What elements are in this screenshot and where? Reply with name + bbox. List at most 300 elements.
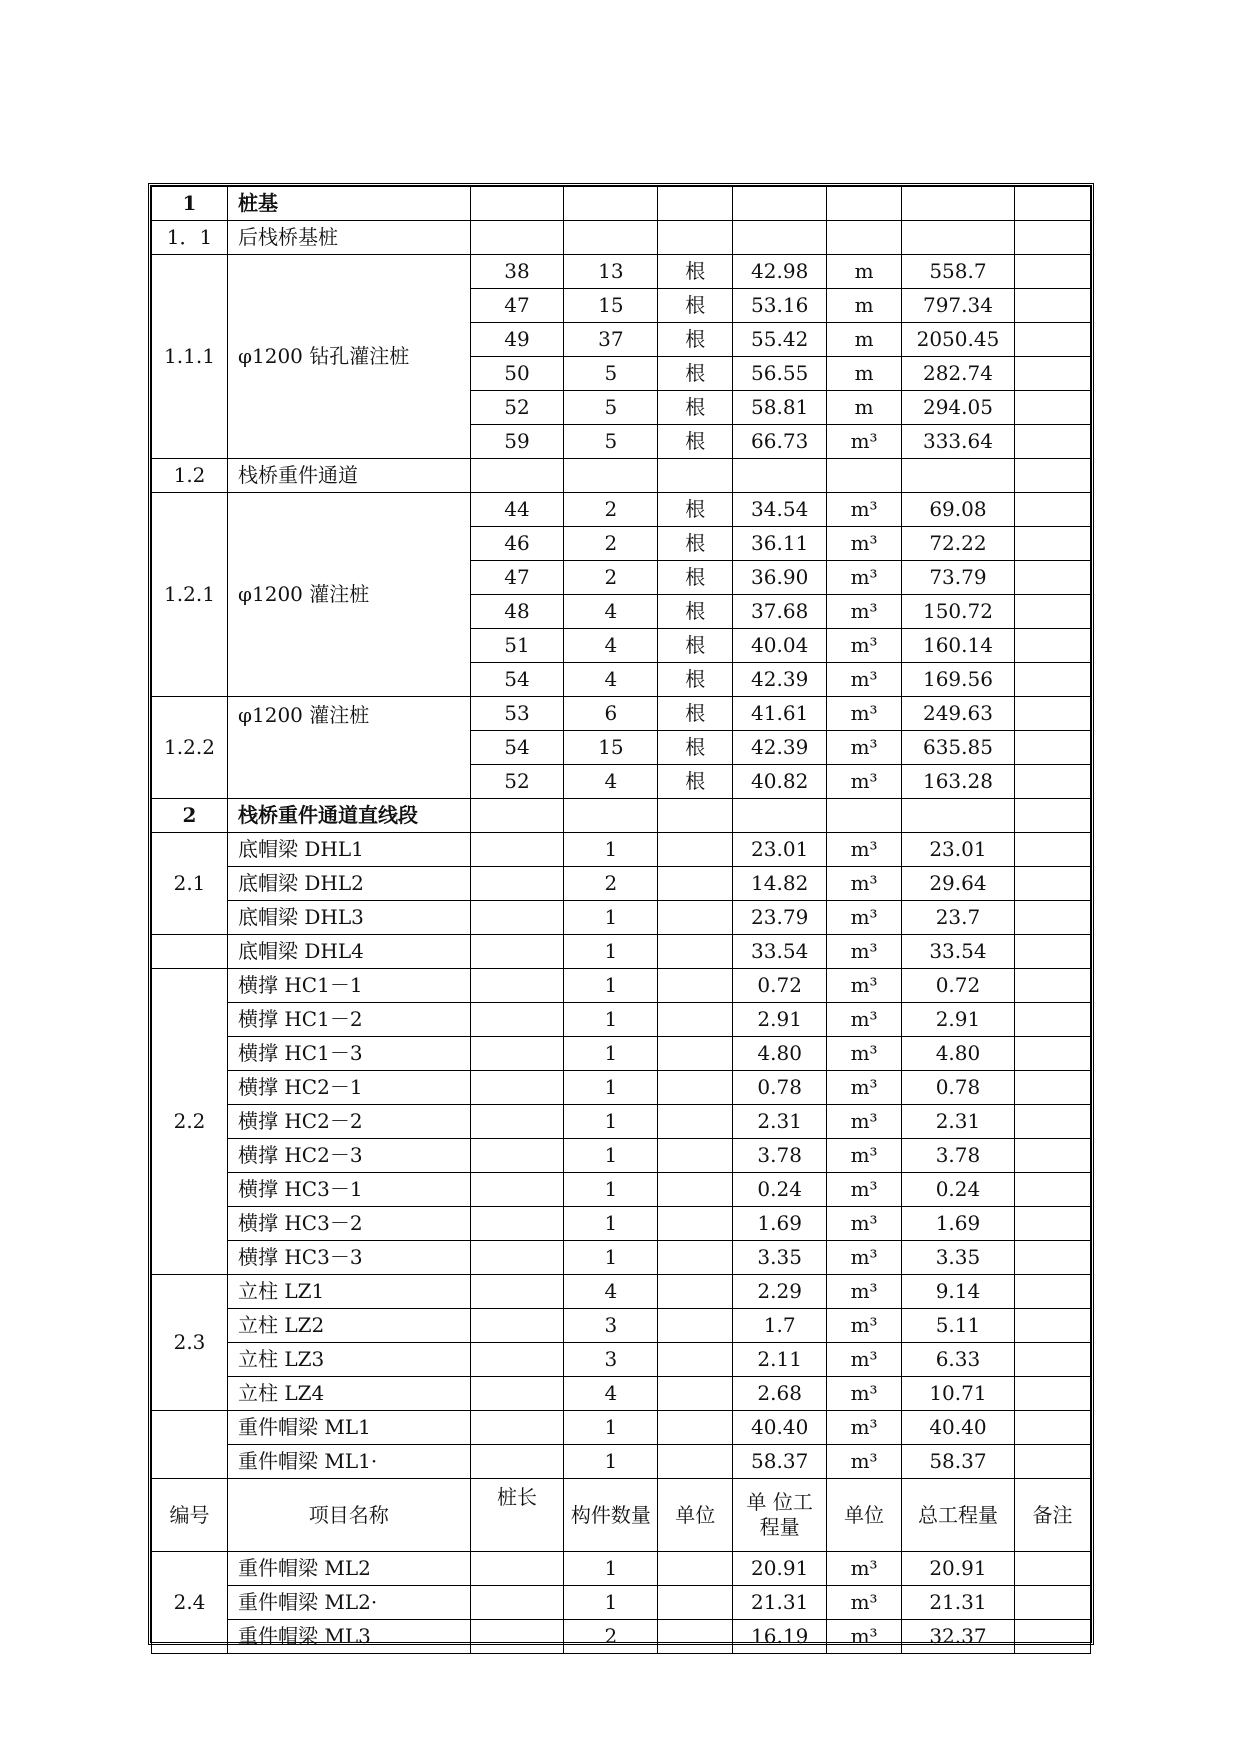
unit-cell: 根 [658, 255, 733, 289]
component-qty-cell: 1 [564, 1411, 658, 1445]
total-quantity-cell: 249.63 [902, 697, 1015, 731]
component-qty-cell: 4 [564, 765, 658, 799]
remark-cell [1014, 1275, 1090, 1309]
unit-quantity-cell: 16.19 [733, 1620, 827, 1654]
table-row [152, 901, 1091, 935]
remark-cell [1014, 731, 1090, 765]
component-qty-cell: 1 [564, 1241, 658, 1275]
component-qty-cell [564, 187, 658, 221]
table-row [152, 867, 1091, 901]
unit-cell [658, 1105, 733, 1139]
header-quantity-unit-cell: 单位 [827, 1479, 902, 1552]
remark-cell [1014, 1105, 1090, 1139]
total-quantity-cell: 20.91 [902, 1552, 1015, 1586]
remark-cell [1014, 1071, 1090, 1105]
component-qty-cell: 4 [564, 595, 658, 629]
item-number-cell [152, 1411, 228, 1479]
unit-quantity-cell: 0.72 [733, 969, 827, 1003]
unit-quantity-cell: 33.54 [733, 935, 827, 969]
component-qty-cell: 4 [564, 629, 658, 663]
unit-quantity-cell: 20.91 [733, 1552, 827, 1586]
total-quantity-cell: 4.80 [902, 1037, 1015, 1071]
unit-quantity-cell: 34.54 [733, 493, 827, 527]
remark-cell [1014, 323, 1090, 357]
remark-cell [1014, 1411, 1090, 1445]
item-name-cell: 桩基 [228, 187, 471, 221]
pile-length-cell [470, 1445, 564, 1479]
item-name-cell: 栈桥重件通道直线段 [228, 799, 471, 833]
table-row [152, 1037, 1091, 1071]
unit-cell [658, 1377, 733, 1411]
item-name-cell: 重件帽梁 ML1· [228, 1445, 471, 1479]
unit-quantity-cell: 2.29 [733, 1275, 827, 1309]
unit-cell [658, 1071, 733, 1105]
unit-cell [658, 833, 733, 867]
component-qty-cell: 1 [564, 1071, 658, 1105]
quantity-unit-cell: m³ [827, 833, 902, 867]
unit-quantity-cell: 37.68 [733, 595, 827, 629]
total-quantity-cell [902, 187, 1015, 221]
pile-length-cell [470, 935, 564, 969]
unit-quantity-cell: 23.79 [733, 901, 827, 935]
pile-length-cell: 49 [470, 323, 564, 357]
component-qty-cell [564, 459, 658, 493]
total-quantity-cell: 23.01 [902, 833, 1015, 867]
component-qty-cell: 5 [564, 391, 658, 425]
remark-cell [1014, 1377, 1090, 1411]
component-qty-cell: 1 [564, 1037, 658, 1071]
pile-length-cell [470, 1139, 564, 1173]
quantity-unit-cell [827, 799, 902, 833]
component-qty-cell: 5 [564, 425, 658, 459]
total-quantity-cell: 3.35 [902, 1241, 1015, 1275]
component-qty-cell: 15 [564, 731, 658, 765]
header-remark-cell: 备注 [1014, 1479, 1090, 1552]
quantity-unit-cell: m³ [827, 1309, 902, 1343]
total-quantity-cell: 797.34 [902, 289, 1015, 323]
quantity-unit-cell: m [827, 357, 902, 391]
total-quantity-cell: 33.54 [902, 935, 1015, 969]
pile-length-cell: 38 [470, 255, 564, 289]
unit-cell [658, 1173, 733, 1207]
total-quantity-cell: 558.7 [902, 255, 1015, 289]
remark-cell [1014, 357, 1090, 391]
unit-cell: 根 [658, 663, 733, 697]
total-quantity-cell: 32.37 [902, 1620, 1015, 1654]
pile-length-cell [470, 1620, 564, 1654]
total-quantity-cell: 2050.45 [902, 323, 1015, 357]
item-name-cell: 后栈桥基桩 [228, 221, 471, 255]
item-name-cell: 横撑 HC3－1 [228, 1173, 471, 1207]
quantity-unit-cell: m³ [827, 561, 902, 595]
remark-cell [1014, 1586, 1090, 1620]
pile-length-cell: 51 [470, 629, 564, 663]
component-qty-cell: 1 [564, 1139, 658, 1173]
total-quantity-cell: 72.22 [902, 527, 1015, 561]
pile-length-cell: 53 [470, 697, 564, 731]
total-quantity-cell: 282.74 [902, 357, 1015, 391]
unit-quantity-cell: 2.68 [733, 1377, 827, 1411]
pile-length-cell [470, 833, 564, 867]
quantity-unit-cell: m³ [827, 493, 902, 527]
component-qty-cell: 1 [564, 1445, 658, 1479]
unit-cell [658, 1445, 733, 1479]
remark-cell [1014, 425, 1090, 459]
item-name-cell: 立柱 LZ3 [228, 1343, 471, 1377]
component-qty-cell: 1 [564, 833, 658, 867]
quantity-unit-cell [827, 187, 902, 221]
remark-cell [1014, 697, 1090, 731]
table-row [152, 1445, 1091, 1479]
item-name-cell: 横撑 HC1－1 [228, 969, 471, 1003]
remark-cell [1014, 595, 1090, 629]
unit-cell: 根 [658, 731, 733, 765]
quantity-unit-cell: m³ [827, 1139, 902, 1173]
remark-cell [1014, 1445, 1090, 1479]
pile-length-cell [470, 187, 564, 221]
component-qty-cell: 5 [564, 357, 658, 391]
component-qty-cell: 2 [564, 527, 658, 561]
unit-cell [658, 969, 733, 1003]
unit-cell [658, 1309, 733, 1343]
pile-length-cell: 52 [470, 765, 564, 799]
pile-length-cell [470, 1037, 564, 1071]
pile-length-cell [470, 1003, 564, 1037]
pile-length-cell [470, 799, 564, 833]
item-name-cell: 横撑 HC3－2 [228, 1207, 471, 1241]
remark-cell [1014, 561, 1090, 595]
item-number-cell: 2.2 [152, 969, 228, 1275]
table-row [152, 1003, 1091, 1037]
total-quantity-cell: 73.79 [902, 561, 1015, 595]
header-unit-quantity-cell: 单 位工程量 [733, 1479, 827, 1552]
unit-quantity-cell: 2.11 [733, 1343, 827, 1377]
item-number-cell: 1.2 [152, 459, 228, 493]
header-number-cell: 编号 [152, 1479, 228, 1552]
pile-length-cell [470, 901, 564, 935]
remark-cell [1014, 799, 1090, 833]
unit-cell [658, 1003, 733, 1037]
table-row [152, 833, 1091, 867]
item-name-cell: 重件帽梁 ML2 [228, 1552, 471, 1586]
total-quantity-cell: 0.72 [902, 969, 1015, 1003]
item-number-cell: 1.2.2 [152, 697, 228, 799]
remark-cell [1014, 969, 1090, 1003]
item-name-cell: 重件帽梁 ML1 [228, 1411, 471, 1445]
total-quantity-cell [902, 459, 1015, 493]
total-quantity-cell: 10.71 [902, 1377, 1015, 1411]
remark-cell [1014, 901, 1090, 935]
quantity-unit-cell [827, 459, 902, 493]
pile-length-cell: 59 [470, 425, 564, 459]
table-row [152, 1071, 1091, 1105]
table-row [152, 255, 1091, 289]
quantity-unit-cell: m³ [827, 527, 902, 561]
table-row [152, 1309, 1091, 1343]
item-name-cell: φ1200 灌注桩 [228, 697, 471, 799]
unit-cell: 根 [658, 765, 733, 799]
table-row [152, 1411, 1091, 1445]
pile-length-cell: 54 [470, 731, 564, 765]
quantity-unit-cell: m³ [827, 1003, 902, 1037]
component-qty-cell: 6 [564, 697, 658, 731]
table-row [152, 1275, 1091, 1309]
pile-length-cell [470, 1071, 564, 1105]
quantity-unit-cell: m³ [827, 595, 902, 629]
item-number-cell: 1.1.1 [152, 255, 228, 459]
total-quantity-cell: 29.64 [902, 867, 1015, 901]
unit-quantity-cell: 3.35 [733, 1241, 827, 1275]
unit-cell: 根 [658, 527, 733, 561]
component-qty-cell: 4 [564, 1377, 658, 1411]
table-row [152, 1586, 1091, 1620]
unit-cell: 根 [658, 391, 733, 425]
quantity-unit-cell: m³ [827, 1552, 902, 1586]
table-row [152, 1552, 1091, 1586]
item-name-cell: 重件帽梁 ML2· [228, 1586, 471, 1620]
pile-length-cell: 47 [470, 289, 564, 323]
unit-quantity-cell: 42.39 [733, 731, 827, 765]
remark-cell [1014, 935, 1090, 969]
header-total-quantity-cell: 总工程量 [902, 1479, 1015, 1552]
remark-cell [1014, 493, 1090, 527]
quantity-unit-cell: m³ [827, 1620, 902, 1654]
remark-cell [1014, 663, 1090, 697]
remark-cell [1014, 765, 1090, 799]
total-quantity-cell: 23.7 [902, 901, 1015, 935]
component-qty-cell: 1 [564, 935, 658, 969]
unit-cell: 根 [658, 561, 733, 595]
item-number-cell: 1．1 [152, 221, 228, 255]
pile-length-cell [470, 1343, 564, 1377]
table-row [152, 697, 1091, 731]
table-row [152, 1207, 1091, 1241]
total-quantity-cell: 5.11 [902, 1309, 1015, 1343]
table-row [152, 935, 1091, 969]
component-qty-cell: 4 [564, 1275, 658, 1309]
remark-cell [1014, 459, 1090, 493]
component-qty-cell [564, 799, 658, 833]
unit-cell: 根 [658, 357, 733, 391]
pile-length-cell: 48 [470, 595, 564, 629]
total-quantity-cell: 0.78 [902, 1071, 1015, 1105]
quantity-table [151, 186, 1091, 1654]
component-qty-cell: 2 [564, 867, 658, 901]
quantity-unit-cell: m³ [827, 629, 902, 663]
unit-quantity-cell: 23.01 [733, 833, 827, 867]
quantity-unit-cell: m³ [827, 663, 902, 697]
quantity-unit-cell: m³ [827, 901, 902, 935]
remark-cell [1014, 289, 1090, 323]
component-qty-cell: 1 [564, 969, 658, 1003]
unit-quantity-cell: 58.81 [733, 391, 827, 425]
quantity-unit-cell: m [827, 323, 902, 357]
item-name-cell: 立柱 LZ1 [228, 1275, 471, 1309]
unit-quantity-cell: 2.31 [733, 1105, 827, 1139]
pile-length-cell [470, 867, 564, 901]
remark-cell [1014, 1207, 1090, 1241]
table-row [152, 493, 1091, 527]
unit-cell [658, 1343, 733, 1377]
unit-cell: 根 [658, 493, 733, 527]
pile-length-cell [470, 1173, 564, 1207]
pile-length-cell [470, 1105, 564, 1139]
header-pile-length-cell: 桩长 [470, 1479, 564, 1552]
item-name-cell: 横撑 HC2－3 [228, 1139, 471, 1173]
item-name-cell: 横撑 HC1－3 [228, 1037, 471, 1071]
total-quantity-cell: 294.05 [902, 391, 1015, 425]
table-row [152, 1173, 1091, 1207]
header-name-cell: 项目名称 [228, 1479, 471, 1552]
unit-quantity-cell [733, 799, 827, 833]
unit-quantity-cell: 42.98 [733, 255, 827, 289]
quantity-unit-cell: m³ [827, 1411, 902, 1445]
component-qty-cell: 3 [564, 1343, 658, 1377]
header-row [152, 1479, 1091, 1552]
quantity-unit-cell [827, 221, 902, 255]
quantity-unit-cell: m³ [827, 1105, 902, 1139]
remark-cell [1014, 1241, 1090, 1275]
total-quantity-cell: 635.85 [902, 731, 1015, 765]
item-name-cell: 底帽梁 DHL3 [228, 901, 471, 935]
remark-cell [1014, 1552, 1090, 1586]
item-number-cell: 2.1 [152, 833, 228, 935]
item-number-cell [152, 935, 228, 969]
item-name-cell: φ1200 灌注桩 [228, 493, 471, 697]
item-name-cell: 横撑 HC1－2 [228, 1003, 471, 1037]
unit-cell [658, 1586, 733, 1620]
remark-cell [1014, 255, 1090, 289]
total-quantity-cell: 69.08 [902, 493, 1015, 527]
total-quantity-cell: 169.56 [902, 663, 1015, 697]
table-row [152, 969, 1091, 1003]
component-qty-cell: 1 [564, 1003, 658, 1037]
total-quantity-cell: 9.14 [902, 1275, 1015, 1309]
table-row [152, 1620, 1091, 1654]
unit-cell [658, 867, 733, 901]
item-name-cell: 横撑 HC3－3 [228, 1241, 471, 1275]
unit-cell [658, 187, 733, 221]
unit-quantity-cell: 40.40 [733, 1411, 827, 1445]
unit-cell [658, 1139, 733, 1173]
quantity-unit-cell: m³ [827, 1037, 902, 1071]
unit-quantity-cell [733, 459, 827, 493]
unit-quantity-cell: 41.61 [733, 697, 827, 731]
remark-cell [1014, 629, 1090, 663]
unit-cell [658, 1552, 733, 1586]
remark-cell [1014, 1620, 1090, 1654]
component-qty-cell: 2 [564, 493, 658, 527]
unit-cell [658, 799, 733, 833]
unit-cell [658, 1411, 733, 1445]
unit-cell: 根 [658, 289, 733, 323]
unit-cell: 根 [658, 425, 733, 459]
item-name-cell: 重件帽梁 ML3 [228, 1620, 471, 1654]
component-qty-cell: 2 [564, 561, 658, 595]
component-qty-cell: 4 [564, 663, 658, 697]
quantity-unit-cell: m³ [827, 425, 902, 459]
unit-quantity-cell: 36.11 [733, 527, 827, 561]
remark-cell [1014, 833, 1090, 867]
unit-cell [658, 221, 733, 255]
quantity-unit-cell: m³ [827, 1586, 902, 1620]
unit-cell: 根 [658, 629, 733, 663]
unit-quantity-cell: 1.7 [733, 1309, 827, 1343]
component-qty-cell: 1 [564, 1173, 658, 1207]
quantity-unit-cell: m³ [827, 1071, 902, 1105]
table-row [152, 187, 1091, 221]
pile-length-cell [470, 1207, 564, 1241]
pile-length-cell: 54 [470, 663, 564, 697]
item-name-cell: 横撑 HC2－2 [228, 1105, 471, 1139]
remark-cell [1014, 1037, 1090, 1071]
item-name-cell: 底帽梁 DHL1 [228, 833, 471, 867]
unit-cell [658, 1275, 733, 1309]
pile-length-cell [470, 221, 564, 255]
unit-cell: 根 [658, 595, 733, 629]
table-row [152, 1377, 1091, 1411]
item-number-cell: 2 [152, 799, 228, 833]
pile-length-cell: 44 [470, 493, 564, 527]
quantity-unit-cell: m³ [827, 867, 902, 901]
pile-length-cell: 50 [470, 357, 564, 391]
table-row [152, 1139, 1091, 1173]
remark-cell [1014, 1343, 1090, 1377]
header-component-qty-cell: 构件数量 [564, 1479, 658, 1552]
unit-quantity-cell: 40.82 [733, 765, 827, 799]
component-qty-cell: 37 [564, 323, 658, 357]
unit-quantity-cell: 36.90 [733, 561, 827, 595]
item-name-cell: 立柱 LZ4 [228, 1377, 471, 1411]
pile-length-cell [470, 1586, 564, 1620]
unit-quantity-cell: 42.39 [733, 663, 827, 697]
remark-cell [1014, 391, 1090, 425]
remark-cell [1014, 527, 1090, 561]
table-row [152, 221, 1091, 255]
unit-quantity-cell: 40.04 [733, 629, 827, 663]
pile-length-cell: 47 [470, 561, 564, 595]
pile-length-cell: 52 [470, 391, 564, 425]
item-name-cell: 横撑 HC2－1 [228, 1071, 471, 1105]
pile-length-cell: 46 [470, 527, 564, 561]
unit-quantity-cell: 21.31 [733, 1586, 827, 1620]
pile-length-cell [470, 1275, 564, 1309]
item-name-cell: 底帽梁 DHL2 [228, 867, 471, 901]
component-qty-cell [564, 221, 658, 255]
item-name-cell: 底帽梁 DHL4 [228, 935, 471, 969]
remark-cell [1014, 867, 1090, 901]
remark-cell [1014, 1173, 1090, 1207]
remark-cell [1014, 187, 1090, 221]
component-qty-cell: 1 [564, 1105, 658, 1139]
total-quantity-cell [902, 221, 1015, 255]
component-qty-cell: 1 [564, 1586, 658, 1620]
remark-cell [1014, 1139, 1090, 1173]
remark-cell [1014, 1309, 1090, 1343]
unit-quantity-cell: 14.82 [733, 867, 827, 901]
total-quantity-cell: 163.28 [902, 765, 1015, 799]
unit-quantity-cell: 2.91 [733, 1003, 827, 1037]
item-number-cell: 1.2.1 [152, 493, 228, 697]
total-quantity-cell: 2.91 [902, 1003, 1015, 1037]
quantity-unit-cell: m³ [827, 1173, 902, 1207]
header-unit-cell: 单位 [658, 1479, 733, 1552]
item-name-cell: 栈桥重件通道 [228, 459, 471, 493]
pile-length-cell [470, 459, 564, 493]
quantity-unit-cell: m [827, 391, 902, 425]
total-quantity-cell: 3.78 [902, 1139, 1015, 1173]
total-quantity-cell: 2.31 [902, 1105, 1015, 1139]
